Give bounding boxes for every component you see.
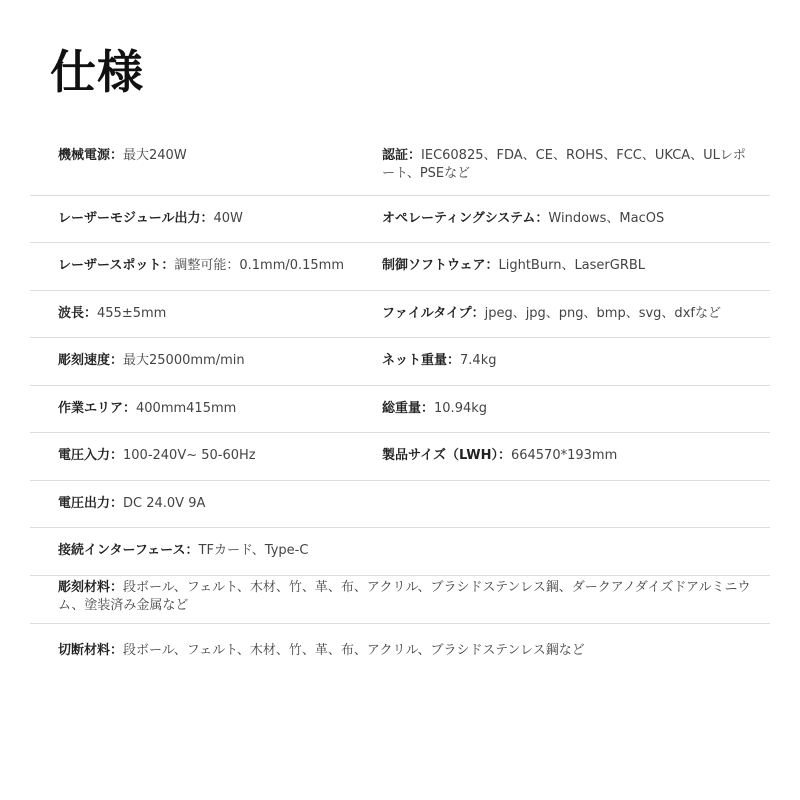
spec-item-cutting-materials <box>58 642 758 660</box>
spec-value: 調整可能：0.1mm/0.15mm <box>174 258 345 273</box>
spec-value: 段ボール、フェルト、木材、竹、革、布、アクリル、ブラシドステンレス鋼、ダークアノダイズドアルミニウム、塗装済み金属など <box>58 580 751 613</box>
spec-label: 接続インターフェース： <box>58 543 199 558</box>
spec-label: レーザースポット： <box>58 258 175 273</box>
spec-value: 400mm415mm <box>136 401 237 416</box>
spec-item-file-types <box>382 305 752 323</box>
spec-label: 波長： <box>58 306 98 321</box>
spec-item-laser-spot <box>58 257 358 275</box>
spec-label: 作業エリア： <box>58 401 137 416</box>
spec-value: 7.4kg <box>460 353 497 368</box>
spec-label: 彫刻材料： <box>58 580 124 595</box>
spec-label: 総重量： <box>382 401 435 416</box>
spec-table <box>30 130 770 674</box>
spec-value: LightBurn、LaserGRBL <box>498 258 646 273</box>
spec-value: IEC60825、FDA、CE、ROHS、FCC、UKCA、ULレポート、PSEなど <box>382 148 746 181</box>
spec-value: TFカード、Type-C <box>198 543 309 558</box>
spec-item-voltage-output <box>58 495 758 513</box>
spec-item-work-area <box>58 400 358 418</box>
spec-row <box>30 196 770 243</box>
spec-value: 664570*193mm <box>510 448 618 463</box>
spec-label: オペレーティングシステム： <box>382 211 549 226</box>
spec-value: Windows、MacOS <box>548 211 665 226</box>
spec-label: ネット重量： <box>382 353 461 368</box>
spec-value: 段ボール、フェルト、木材、竹、革、布、アクリル、ブラシドステンレス鋼など <box>123 643 585 658</box>
spec-row <box>30 433 770 481</box>
spec-row <box>30 528 770 576</box>
spec-row <box>30 291 770 338</box>
spec-value: 455±5mm <box>97 306 167 321</box>
spec-value: 10.94kg <box>434 401 488 416</box>
spec-row <box>30 576 770 624</box>
spec-row <box>30 386 770 433</box>
spec-item-certification <box>382 147 752 183</box>
spec-item-operating-system <box>382 210 752 228</box>
spec-item-engraving-materials <box>58 579 758 615</box>
spec-item-gross-weight <box>382 400 752 418</box>
spec-value: jpeg、jpg、png、bmp、svg、dxfなど <box>484 306 721 321</box>
spec-item-product-size <box>382 447 752 465</box>
spec-item-machine-power <box>58 147 358 165</box>
spec-label: 認証： <box>382 148 422 163</box>
spec-label: 彫刻速度： <box>58 353 124 368</box>
spec-label: レーザーモジュール出力： <box>58 211 214 226</box>
spec-item-net-weight <box>382 352 752 370</box>
spec-label: 電圧入力： <box>58 448 124 463</box>
spec-item-control-software <box>382 257 752 275</box>
spec-label: 電圧出力： <box>58 496 124 511</box>
spec-item-voltage-input <box>58 447 358 465</box>
spec-item-connection-interface <box>58 542 758 560</box>
spec-label: 機械電源： <box>58 148 124 163</box>
spec-item-laser-module-power <box>58 210 358 228</box>
page-title: 仕様 <box>50 45 144 99</box>
spec-value: 40W <box>213 211 243 226</box>
spec-value: 最大240W <box>123 148 187 163</box>
spec-row <box>30 481 770 528</box>
spec-label: 制御ソフトウェア： <box>382 258 499 273</box>
spec-value: DC 24.0V 9A <box>123 496 206 511</box>
spec-item-engraving-speed <box>58 352 358 370</box>
spec-label: ファイルタイプ： <box>382 306 485 321</box>
spec-item-wavelength <box>58 305 358 323</box>
spec-label: 切断材料： <box>58 643 124 658</box>
spec-row <box>30 130 770 196</box>
spec-row <box>30 243 770 291</box>
spec-value: 最大25000mm/min <box>123 353 245 368</box>
spec-row <box>30 624 770 674</box>
spec-row <box>30 338 770 386</box>
spec-value: 100-240V~ 50-60Hz <box>123 448 256 463</box>
spec-label: 製品サイズ（LWH）： <box>382 448 511 463</box>
